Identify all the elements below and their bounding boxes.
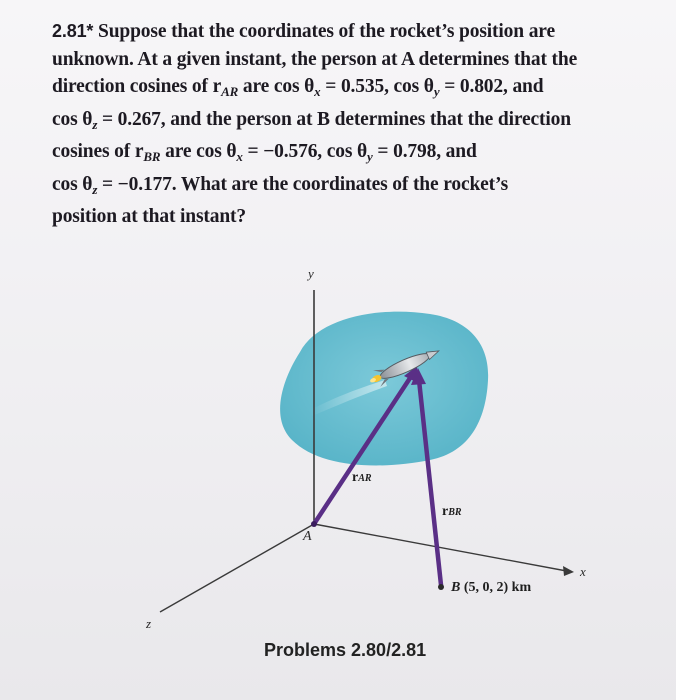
problem-line-5: cosines of $r_{BR}$ are $\cos \theta_x = -0.576$, $\cos \theta_y = 0.798$, and [52,141,477,164]
problem-line-6: $\cos \theta_z = -0.177$. What are the coordinates of the rocket’s [52,173,509,197]
x-axis-label: x [580,564,586,579]
rAR-label: rAR [352,470,372,485]
point-A-label: A [303,529,312,544]
problem-line-4: $\cos \theta_z = 0.267$, and the person at B determines that the direction [52,108,571,132]
problem-line-2: unknown. At a given instant, the person at A determines that the [52,48,578,70]
problem-number: 2.81* [52,21,94,41]
point-B-label: B (5, 0, 2) km [451,580,532,595]
sky-cloud [280,312,488,466]
x-axis-line [314,524,572,572]
problem-line-7: position at that instant? [52,206,246,227]
y-axis-label: y [308,266,314,281]
figure-caption: Problems 2.80/2.81 [264,640,427,660]
x-axis-arrow [563,566,574,576]
z-axis-line [160,524,314,612]
point-B-marker [438,584,444,590]
rBR-label: rBR [442,504,462,519]
problem-line-1: 2.81* Suppose that the coordinates of the rocket’s position are [52,21,555,42]
point-A-marker [311,521,317,527]
z-axis-label: z [146,616,152,631]
problem-line-3: direction cosines of $r_{AR}$ are $\cos \theta_x = 0.535$, $\cos \theta_y = 0.802$, and [52,76,544,99]
